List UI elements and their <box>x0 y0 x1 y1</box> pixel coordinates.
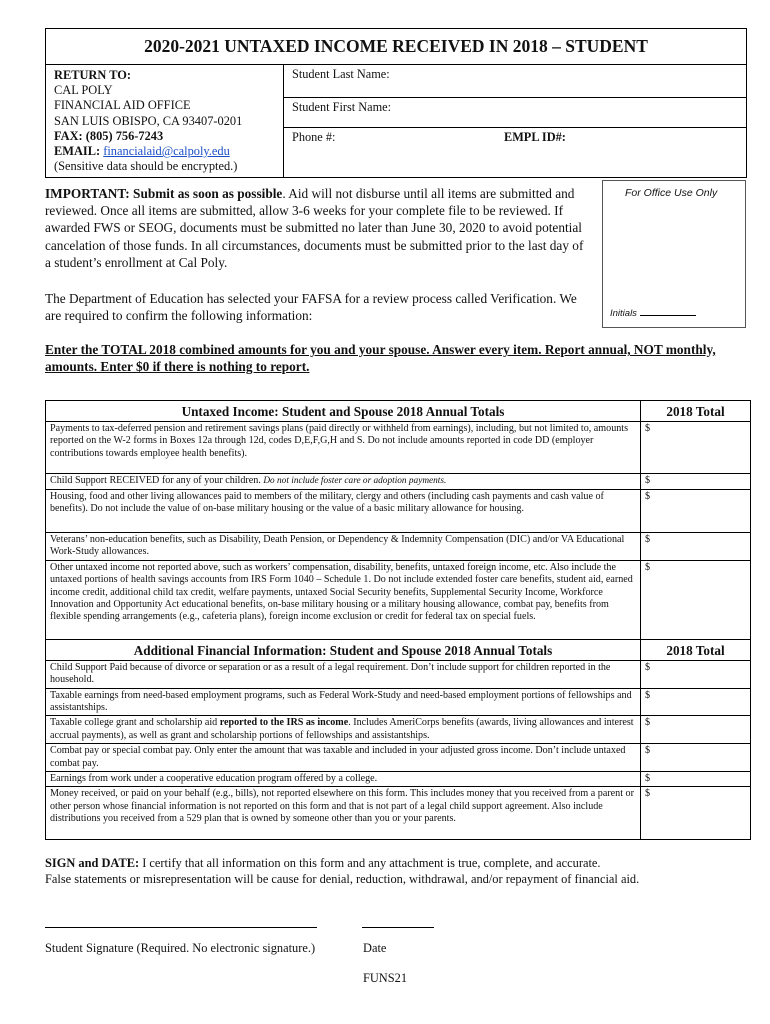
sign-line2: False statements or misrepresentation will be cause for denial, reduction, withdrawal, and/or repayment of financial aid. <box>45 872 640 886</box>
office-use-title: For Office Use Only <box>625 187 718 199</box>
item-description: Child Support Paid because of divorce or separation or as a result of a legal requirement. Don’t include support for children reported in the household. <box>46 660 641 688</box>
untaxed-income-header-total: 2018 Total <box>641 401 751 422</box>
item-description: Payments to tax-deferred pension and retirement savings plans (paid directly or withheld from earnings), including, but not limited to, amounts reported on the W-2 forms in Boxes 12a through 12d, codes D,E,F,G,H and S. Do not include amounts reported in code DD (employer contributions towards employee health benefits). <box>46 422 641 474</box>
amount-input[interactable]: $ <box>641 422 751 474</box>
table-row <box>46 660 751 688</box>
amount-input[interactable]: $ <box>641 533 751 561</box>
fax-number: FAX: (805) 756-7243 <box>54 128 164 143</box>
sign-line1: I certify that all information on this form and any attachment is true, complete, and accurate. <box>139 856 601 870</box>
item-description: Housing, food and other living allowances paid to members of the military, clergy and others (including cash payments and cash value of benefits). Do not include the value of on-base military housing or the value of a basic military allowance for housing. <box>46 490 641 533</box>
item-description: Taxable college grant and scholarship aid reported to the IRS as income. Includes AmeriCorps benefits (awards, living allowances and interest accrual payments), as well as grant and scholarship portions of fellowships and assistantships. <box>46 716 641 744</box>
table-row <box>46 716 751 744</box>
item-description: Money received, or paid on your behalf (e.g., bills), not reported elsewhere on this form. This includes money that you received from a parent or other person whose financial information is not reported on this form and that is not part of a legal child support agreement. Also include distributions you received from a 529 plan that is owned by someone other than you or your parents. <box>46 787 641 840</box>
amount-input[interactable]: $ <box>641 772 751 787</box>
table-row <box>46 533 751 561</box>
return-line3: SAN LUIS OBISPO, CA 93407-0201 <box>54 113 243 128</box>
form-code: FUNS21 <box>362 971 408 985</box>
phone-label: Phone #: <box>292 130 336 144</box>
email-label: EMAIL: <box>54 144 101 159</box>
date-line[interactable] <box>362 927 434 928</box>
untaxed-income-header: Untaxed Income: Student and Spouse 2018 Annual Totals <box>46 401 641 422</box>
date-label: Date <box>363 941 387 955</box>
table-row <box>46 787 751 840</box>
table-row <box>46 744 751 772</box>
amount-input[interactable]: $ <box>641 716 751 744</box>
amount-input[interactable]: $ <box>641 787 751 840</box>
additional-info-header-total: 2018 Total <box>641 639 751 660</box>
item-description: Child Support RECEIVED for any of your children. Do not include foster care or adoption payments. <box>46 474 641 490</box>
amount-input[interactable]: $ <box>641 744 751 772</box>
table-row <box>46 422 751 474</box>
return-address <box>54 68 242 174</box>
email-link[interactable]: financialaid@calpoly.edu <box>103 144 230 159</box>
additional-info-header-row <box>46 639 751 660</box>
phone-field[interactable] <box>284 128 747 158</box>
table-row <box>46 474 751 490</box>
encryption-note: (Sensitive data should be encrypted.) <box>54 159 238 174</box>
first-name-field[interactable] <box>284 98 747 128</box>
instructions: Enter the TOTAL 2018 combined amounts for you and your spouse. Answer every item. Report annual, NOT monthly, amounts. Enter $0 if there is nothing to report. <box>45 342 716 374</box>
important-text: . Aid will not disburse until all items are submitted and reviewed. Once all items are submitted, allow 3-6 weeks for your complete file to be reviewed. If awarded FWS or SEOG, documents must be submitted no later than June 30, 2020 to avoid potential cancelation of those funds. In all circumstances, documents must be submitted prior to the last day of a student’s enrollment at Cal Poly. <box>45 186 584 270</box>
empl-id-label: EMPL ID#: <box>504 130 566 144</box>
important-lead: IMPORTANT: Submit as soon as possible <box>45 186 283 201</box>
table-row <box>46 772 751 787</box>
table-row <box>46 560 751 639</box>
item-description: Other untaxed income not reported above, such as workers’ compensation, disability, benefits, untaxed foreign income, etc. Also include the untaxed portions of health savings accounts from IRS Form 1040 – Schedule 1. Do not include extended foster care benefits, student aid, earned income credit, additional child tax credit, welfare payments, untaxed Social Security benefits, Supplemental Security Income, Workforce Innovation and Opportunity Act educational benefits, on-base military housing or a military housing allowance, combat pay, benefits from flexible spending arrangements (e.g., cafeteria plans), foreign income exclusion or credit for federal tax on special fuels. <box>46 560 641 639</box>
student-fields <box>283 64 747 178</box>
return-to-heading: RETURN TO: <box>54 68 131 82</box>
signature-label: Student Signature (Required. No electronic signature.) <box>45 941 316 955</box>
initials-label: Initials <box>610 308 696 319</box>
additional-info-header: Additional Financial Information: Student and Spouse 2018 Annual Totals <box>46 639 641 660</box>
last-name-field[interactable] <box>284 64 747 98</box>
sign-heading: SIGN and DATE: <box>45 856 140 870</box>
office-use-box <box>602 180 746 328</box>
item-description: Combat pay or special combat pay. Only enter the amount that was taxable and included in your adjusted gross income. Don’t include untaxed combat pay. <box>46 744 641 772</box>
important-paragraph <box>45 185 590 271</box>
return-line1: CAL POLY <box>54 83 113 98</box>
form-title: 2020-2021 UNTAXED INCOME RECEIVED IN 2018 – STUDENT <box>45 28 747 65</box>
item-description: Earnings from work under a cooperative education program offered by a college. <box>46 772 641 787</box>
income-table <box>45 400 751 840</box>
item-description: Veterans’ non-education benefits, such as Disability, Death Pension, or Dependency & Indemnity Compensation (DIC) and/or VA Educational Work-Study allowances. <box>46 533 641 561</box>
sign-section <box>45 855 750 887</box>
signature-line[interactable] <box>45 927 317 928</box>
table-row <box>46 688 751 716</box>
amount-input[interactable]: $ <box>641 474 751 490</box>
amount-input[interactable]: $ <box>641 490 751 533</box>
item-description: Taxable earnings from need-based employment programs, such as Federal Work-Study and need-based employment portions of fellowships and assistantships. <box>46 688 641 716</box>
verification-paragraph: The Department of Education has selected your FAFSA for a review process called Verification. We are required to confirm the following information: <box>45 291 577 324</box>
first-name-label: Student First Name: <box>292 100 392 114</box>
amount-input[interactable]: $ <box>641 560 751 639</box>
table-row <box>46 490 751 533</box>
amount-input[interactable]: $ <box>641 660 751 688</box>
last-name-label: Student Last Name: <box>292 67 390 81</box>
return-line2: FINANCIAL AID OFFICE <box>54 98 191 113</box>
amount-input[interactable]: $ <box>641 688 751 716</box>
untaxed-income-header-row <box>46 401 751 422</box>
